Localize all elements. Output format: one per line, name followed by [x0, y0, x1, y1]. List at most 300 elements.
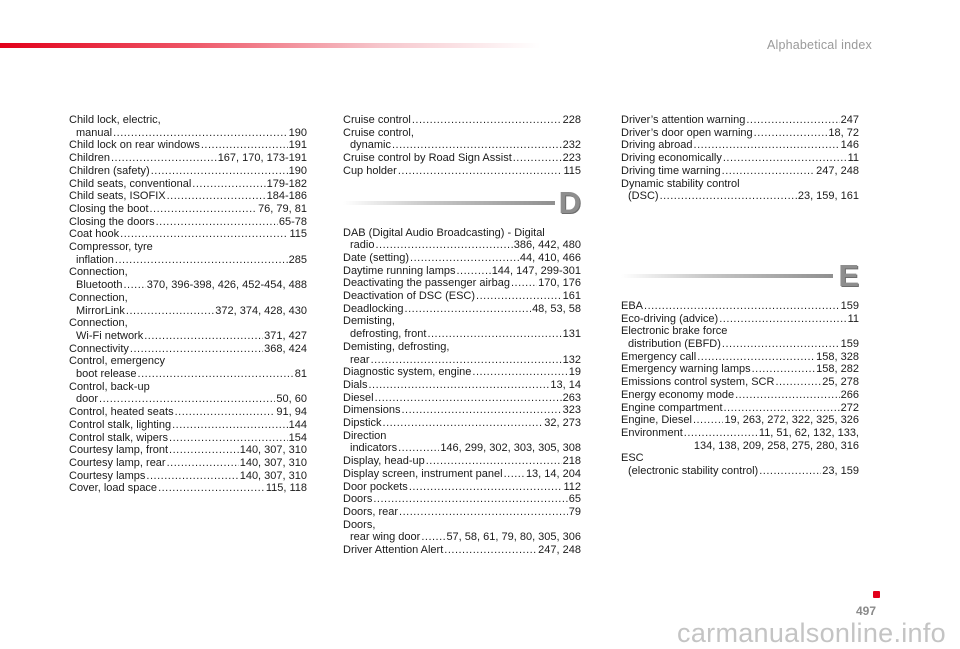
leader-dots [735, 389, 840, 402]
index-entry-line [343, 366, 581, 379]
index-entry-line [69, 330, 307, 343]
page-header-title: Alphabetical index [766, 38, 872, 52]
entry-pages: 285 [288, 253, 307, 266]
entry-term: defrosting, front [350, 328, 427, 341]
entry-pages: 11 [847, 152, 859, 165]
index-entry-line [69, 228, 307, 241]
index-column-2 [343, 114, 581, 557]
index-entry-line [343, 531, 581, 544]
index-entry [343, 227, 581, 252]
entry-term: Child seats, ISOFIX [69, 190, 166, 203]
entry-pages: 190 [288, 164, 307, 177]
entry-heading: Dynamic stability control [621, 177, 740, 190]
index-entry [69, 470, 307, 483]
index-entry-line [343, 506, 581, 519]
leader-dots [169, 432, 288, 445]
index-entry-line [69, 406, 307, 419]
index-entry [343, 417, 581, 430]
entry-pages: 11 [847, 312, 859, 325]
entry-term: Date (setting) [343, 251, 410, 264]
index-entry-line [343, 379, 581, 392]
entry-pages: 112 [563, 480, 581, 493]
leader-dots [722, 338, 840, 351]
entry-term: door [76, 393, 99, 406]
entry-term: Emergency call [621, 350, 697, 363]
entry-pages: 370, 396-398, 426, 452-454, 488 [146, 279, 307, 292]
index-entry [343, 265, 581, 278]
index-entry-line [621, 376, 859, 389]
leader-dots [684, 427, 758, 440]
index-entry [343, 165, 581, 178]
leader-dots [409, 481, 563, 494]
leader-dots [660, 190, 797, 203]
leader-dots [115, 254, 288, 267]
entry-pages: 13, 14, 204 [525, 467, 581, 480]
index-entry [69, 152, 307, 165]
leader-dots [719, 313, 846, 326]
entry-term: Dipstick [343, 417, 382, 430]
entry-term: (electronic stability control) [628, 465, 759, 478]
entry-heading: Compressor, tyre [69, 241, 153, 254]
entry-term: radio [350, 239, 375, 252]
index-entry [69, 432, 307, 445]
index-entry-line [343, 239, 581, 252]
entry-pages: 191 [288, 139, 307, 152]
index-entry [343, 303, 581, 316]
entry-heading: Cruise control, [343, 126, 414, 139]
leader-dots [201, 139, 288, 152]
entry-pages: 371, 427 [264, 329, 307, 342]
entry-pages: 368, 424 [264, 342, 307, 355]
entry-heading: Demisting, [343, 315, 395, 328]
index-entry-line [621, 389, 859, 402]
index-entry-line [343, 303, 581, 316]
entry-term: Cover, load space [69, 482, 158, 495]
entry-heading: ESC [621, 452, 644, 465]
entry-term: Diagnostic system, engine [343, 366, 472, 379]
entry-heading: Electronic brake force [621, 325, 728, 338]
leader-dots [511, 277, 537, 290]
entry-pages: 140, 307, 310 [239, 444, 307, 457]
leader-dots [775, 376, 821, 389]
index-entry [69, 266, 307, 291]
index-entry-line [343, 114, 581, 127]
leader-dots [158, 482, 265, 495]
section-header-e [621, 259, 859, 293]
entry-term: rear [350, 353, 370, 366]
leader-dots [444, 544, 537, 557]
index-list-d-end [621, 114, 859, 203]
leader-dots [120, 228, 288, 241]
entry-pages: 170, 176 [538, 277, 581, 290]
leader-dots [175, 406, 276, 419]
entry-term: Bluetooth [76, 279, 123, 292]
index-entry-line [343, 152, 581, 165]
leader-dots [426, 455, 562, 468]
index-entry [621, 325, 859, 350]
index-entry-line [343, 468, 581, 481]
index-entry [621, 114, 859, 127]
index-entry [621, 313, 859, 326]
index-entry [343, 315, 581, 340]
entry-pages: 25, 278 [822, 376, 859, 389]
leader-dots [368, 379, 549, 392]
entry-term: Driving time warning [621, 164, 721, 177]
index-entry-line [621, 338, 859, 351]
index-entry [343, 455, 581, 468]
leader-dots [383, 417, 544, 430]
index-entry [343, 519, 581, 544]
leader-dots [513, 152, 562, 165]
leader-dots [724, 402, 840, 415]
entry-term: Wi-Fi network [76, 329, 144, 342]
entry-pages: 223 [562, 152, 581, 165]
index-entry [343, 392, 581, 405]
entry-pages: 115 [289, 228, 307, 241]
index-entry-line [343, 265, 581, 278]
index-entry-line [621, 414, 859, 427]
leader-dots [401, 404, 561, 417]
leader-dots [752, 363, 816, 376]
entry-pages: 323 [562, 404, 581, 417]
leader-dots [399, 506, 568, 519]
leader-dots [412, 114, 562, 127]
entry-pages: 144, 147, 299-301 [491, 264, 581, 277]
entry-term: Deactivating the passenger airbag [343, 277, 510, 290]
entry-pages: 140, 307, 310 [239, 456, 307, 469]
index-entry-line [69, 393, 307, 406]
leader-dots [156, 216, 278, 229]
entry-term: distribution (EBFD) [628, 338, 721, 351]
entry-pages: 167, 170, 173-191 [217, 152, 307, 165]
entry-pages: 386, 442, 480 [513, 239, 581, 252]
entry-pages: 57, 58, 61, 79, 80, 305, 306 [446, 531, 581, 544]
index-entry-line [69, 216, 307, 229]
index-entry-line [343, 493, 581, 506]
entry-pages: 18, 72 [828, 126, 859, 139]
leader-dots [398, 165, 563, 178]
entry-heading: Control, back-up [69, 380, 150, 393]
index-entry [69, 457, 307, 470]
leader-dots [693, 414, 724, 427]
index-entry [621, 165, 859, 178]
index-entry [69, 381, 307, 406]
entry-pages: 266 [840, 388, 859, 401]
index-entry [69, 228, 307, 241]
entry-pages: 247, 248 [816, 164, 859, 177]
leader-dots [746, 114, 839, 127]
leader-dots [723, 152, 847, 165]
index-entry [69, 203, 307, 216]
entry-pages: 179-182 [266, 177, 307, 190]
entry-pages: 115, 118 [265, 482, 307, 495]
index-entry-line [69, 279, 307, 292]
entry-pages: 132 [562, 353, 581, 366]
index-entry [69, 114, 307, 139]
entry-term: Child seats, conventional [69, 177, 192, 190]
entry-term: Energy economy mode [621, 388, 735, 401]
index-entry [69, 317, 307, 342]
entry-term: Deadlocking [343, 302, 404, 315]
entry-pages: 11, 51, 62, 132, 133, [758, 426, 859, 439]
leader-dots [99, 393, 275, 406]
index-entry-line [621, 152, 859, 165]
entry-term: Closing the boot [69, 202, 149, 215]
index-entry-line [343, 455, 581, 468]
index-entry [621, 427, 859, 452]
index-entry-line [343, 442, 581, 455]
index-entry-line [69, 470, 307, 483]
index-entry [343, 468, 581, 481]
entry-pages: 159 [840, 299, 859, 312]
entry-pages: 91, 94 [276, 406, 307, 419]
index-entry-line [621, 139, 859, 152]
leader-dots [754, 127, 828, 140]
index-entry-line [69, 165, 307, 178]
index-entry-line [621, 363, 859, 376]
index-entry-line [343, 354, 581, 367]
entry-term: Display, head-up [343, 455, 425, 468]
index-entry-line [343, 392, 581, 405]
index-entry [343, 277, 581, 290]
entry-pages-continued: 134, 138, 209, 258, 275, 280, 316 [693, 439, 859, 452]
index-entry [621, 402, 859, 415]
index-entry [69, 178, 307, 191]
entry-term: Cruise control [343, 114, 411, 126]
entry-heading: Direction [343, 429, 387, 442]
entry-term: Cup holder [343, 164, 397, 177]
index-entry [621, 152, 859, 165]
entry-term: (DSC) [628, 190, 659, 203]
leader-dots [167, 457, 239, 470]
entry-heading: Child lock, electric, [69, 114, 161, 126]
index-entry [69, 406, 307, 419]
entry-term: boot release [76, 368, 137, 381]
index-entry-line [343, 404, 581, 417]
leader-dots [138, 368, 294, 381]
entry-term: Engine, Diesel [621, 414, 692, 427]
entry-pages: 19 [568, 366, 581, 379]
index-entry-line [621, 114, 859, 127]
entry-pages: 372, 374, 428, 430 [215, 304, 307, 317]
leader-dots [392, 139, 562, 152]
index-entry-line [69, 178, 307, 191]
entry-pages: 50, 60 [276, 393, 307, 406]
index-entry-line [69, 139, 307, 152]
entry-pages: 158, 282 [816, 363, 859, 376]
index-entry [69, 355, 307, 380]
index-entry-line [621, 165, 859, 178]
leader-dots [169, 444, 239, 457]
entry-heading: Connection, [69, 317, 128, 330]
index-entry [69, 139, 307, 152]
index-entry [621, 351, 859, 364]
index-entry [343, 114, 581, 127]
entry-pages: 146, 299, 302, 303, 305, 308 [440, 442, 581, 455]
index-entry [343, 290, 581, 303]
index-entry-line [621, 313, 859, 326]
entry-pages: 23, 159 [822, 465, 859, 478]
entry-term: Dimensions [343, 404, 401, 417]
leader-dots [644, 300, 840, 313]
leader-dots [150, 203, 258, 216]
entry-pages: 44, 410, 466 [519, 251, 581, 264]
entry-pages: 115 [563, 164, 581, 177]
leader-dots [759, 465, 821, 478]
entry-pages: 184-186 [266, 190, 307, 203]
leader-dots [130, 343, 263, 356]
index-entry-line [69, 343, 307, 356]
entry-term: Coat hook [69, 228, 120, 241]
entry-pages: 272 [840, 401, 859, 414]
index-column-3 [621, 114, 859, 478]
leader-dots [167, 190, 266, 203]
entry-term: Courtesy lamp, front [69, 444, 169, 457]
leader-dots [192, 178, 265, 191]
entry-term: Emergency warning lamps [621, 363, 751, 376]
index-entry [621, 363, 859, 376]
leader-dots [123, 279, 145, 292]
leader-dots [398, 442, 439, 455]
entry-pages: 161 [562, 290, 581, 303]
entry-term: Daytime running lamps [343, 264, 456, 277]
leader-dots [371, 354, 562, 367]
index-entry-line [69, 127, 307, 140]
index-entry-line [69, 368, 307, 381]
index-entry-line [69, 254, 307, 267]
index-entry [343, 430, 581, 455]
entry-heading: Doors, [343, 518, 376, 531]
index-entry-line [621, 402, 859, 415]
entry-term: inflation [76, 253, 114, 266]
entry-pages: 131 [562, 328, 581, 341]
entry-pages: 247, 248 [538, 544, 581, 557]
index-list-d [343, 227, 581, 557]
entry-term: Eco-driving (advice) [621, 312, 719, 325]
entry-term: Driver Attention Alert [343, 544, 444, 557]
index-entry-line [69, 190, 307, 203]
index-entry-line [69, 305, 307, 318]
entry-term: Connectivity [69, 342, 129, 355]
header-accent-bar [0, 43, 540, 48]
entry-pages: 190 [288, 126, 307, 139]
index-entry-line [69, 482, 307, 495]
index-entry [69, 165, 307, 178]
index-entry-line [343, 290, 581, 303]
entry-pages: 154 [288, 431, 307, 444]
entry-term: Control stalk, lighting [69, 418, 172, 431]
section-divider [621, 274, 833, 278]
entry-pages: 146 [840, 139, 859, 152]
index-entry [343, 379, 581, 392]
leader-dots [151, 165, 288, 178]
entry-pages: 218 [562, 455, 581, 468]
index-entry-line [621, 465, 859, 478]
entry-heading: Control, emergency [69, 355, 165, 368]
section-divider [343, 201, 555, 205]
entry-term: Control, heated seats [69, 406, 174, 419]
entry-term: Environment [621, 426, 683, 439]
entry-term: Doors, rear [343, 505, 399, 518]
entry-term: Cruise control by Road Sign Assist [343, 152, 512, 165]
entry-heading: Connection, [69, 291, 128, 304]
index-entry [343, 493, 581, 506]
index-entry [69, 241, 307, 266]
page-marker-dot [873, 591, 880, 598]
index-entry [343, 506, 581, 519]
leader-dots [457, 265, 491, 278]
index-entry [343, 544, 581, 557]
entry-heading: Connection, [69, 266, 128, 279]
index-entry-line [621, 300, 859, 313]
entry-term: Courtesy lamp, rear [69, 456, 166, 469]
entry-term: Door pockets [343, 480, 408, 493]
leader-dots [410, 252, 519, 265]
entry-pages: 144 [288, 418, 307, 431]
section-header-d [343, 186, 581, 220]
entry-term: Driving economically [621, 152, 722, 165]
entry-term: Driver’s attention warning [621, 114, 746, 126]
leader-dots [504, 468, 525, 481]
entry-term: Children (safety) [69, 164, 150, 177]
index-list-e [621, 300, 859, 478]
leader-dots [476, 290, 562, 303]
index-entry [343, 481, 581, 494]
leader-dots [375, 392, 562, 405]
entry-term: Deactivation of DSC (ESC) [343, 290, 476, 303]
entry-pages: 76, 79, 81 [258, 202, 307, 215]
index-entry [621, 389, 859, 402]
index-entry [621, 178, 859, 203]
entry-term: Children [69, 152, 110, 165]
index-entry [343, 404, 581, 417]
index-list-c-end [343, 114, 581, 178]
section-letter-e: E [838, 257, 859, 293]
leader-dots [126, 305, 214, 318]
entry-pages: 65 [568, 493, 581, 506]
index-entry-line [343, 277, 581, 290]
leader-dots [722, 165, 816, 178]
entry-pages: 13, 14 [550, 378, 581, 391]
leader-dots [427, 328, 561, 341]
entry-term: Doors [343, 493, 373, 506]
entry-term: Emissions control system, SCR [621, 376, 775, 389]
entry-heading: DAB (Digital Audio Broadcasting) - Digital [343, 226, 545, 239]
index-entry-line [621, 351, 859, 364]
leader-dots [421, 531, 445, 544]
index-entry-line [69, 419, 307, 432]
entry-pages: 232 [562, 139, 581, 152]
index-entry [343, 341, 581, 366]
leader-dots [144, 330, 263, 343]
index-entry-line [69, 203, 307, 216]
leader-dots [111, 152, 217, 165]
index-column-1 [69, 114, 307, 495]
entry-term: Dials [343, 378, 368, 391]
leader-dots [405, 303, 532, 316]
entry-term: rear wing door [350, 531, 421, 544]
entry-pages: 19, 263, 272, 322, 325, 326 [724, 414, 859, 427]
entry-pages: 23, 159, 161 [797, 190, 859, 203]
index-entry-line [343, 139, 581, 152]
entry-pages: 48, 53, 58 [532, 302, 581, 315]
leader-dots [113, 127, 288, 140]
entry-term: Control stalk, wipers [69, 431, 169, 444]
index-entry-line [621, 427, 859, 440]
entry-pages: 65-78 [278, 215, 307, 228]
leader-dots [375, 239, 512, 252]
index-entry-line [69, 457, 307, 470]
